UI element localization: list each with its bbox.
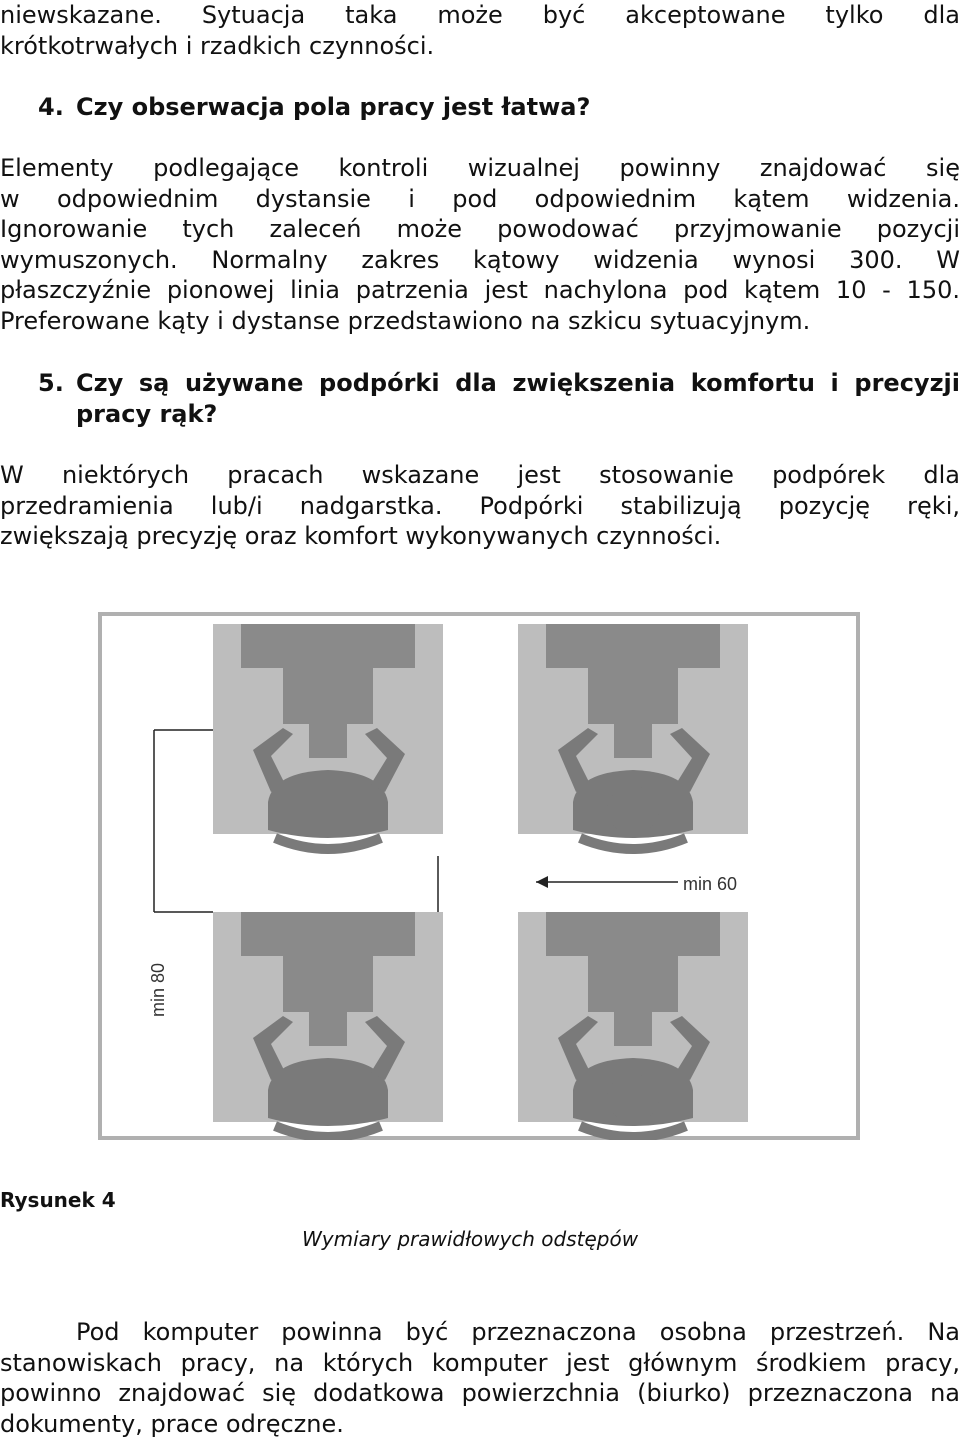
closing-paragraph bbox=[0, 1317, 960, 1439]
workstation-top-left bbox=[213, 624, 443, 849]
closing-line-1: Pod komputer powinna być przeznaczona osobna przestrzeń. Na bbox=[76, 1318, 960, 1346]
s4-line-4: wymuszonych. Normalny zakres kątowy widzenia wynosi 300. W bbox=[0, 245, 960, 274]
section-4-heading bbox=[38, 92, 590, 123]
s4-line-1: Elementy podlegające kontroli wizualnej powinny znajdować się bbox=[0, 154, 960, 182]
section-5-number: 5. bbox=[38, 369, 64, 397]
section-4-paragraph bbox=[0, 153, 960, 336]
s4-line-5: płaszczyźnie pionowej linia patrzenia jest nachylona pod kątem 10 - 150. bbox=[0, 276, 960, 304]
workstation-bottom-left bbox=[213, 912, 443, 1137]
workstation-bottom-right bbox=[518, 912, 748, 1137]
intro-line-1: niewskazane. Sytuacja taka może być akceptowane tylko dla bbox=[0, 1, 960, 29]
s4-line-6: Preferowane kąty i dystanse przedstawiono na szkicu sytuacyjnym. bbox=[0, 306, 811, 335]
s4-line-3: Ignorowanie tych zaleceń może powodować przyjmowanie pozycji bbox=[0, 215, 960, 243]
section-4-number: 4. bbox=[38, 93, 64, 121]
workstation-top-right bbox=[518, 624, 748, 849]
section-5-heading bbox=[38, 368, 960, 429]
figure-caption: Wymiary prawidłowych odstępów bbox=[302, 1227, 639, 1251]
section-5-paragraph bbox=[0, 460, 960, 552]
min60-label: min 60 bbox=[683, 874, 738, 894]
s5-line-1: W niektórych pracach wskazane jest stosowanie podpórek dla bbox=[0, 461, 960, 489]
closing-line-4: dokumenty, prace odręczne. bbox=[0, 1409, 344, 1438]
s5-line-2: przedramienia lub/i nadgarstka. Podpórki stabilizują pozycję ręki, bbox=[0, 491, 960, 520]
workstation-layout-figure bbox=[98, 612, 860, 1140]
intro-line-2: krótkotrwałych i rzadkich czynności. bbox=[0, 31, 435, 60]
closing-line-3: powinno znajdować się dodatkowa powierzchnia (biurko) przeznaczona na bbox=[0, 1379, 960, 1407]
s4-line-2: w odpowiednim dystansie i pod odpowiednim kątem widzenia. bbox=[0, 184, 960, 213]
section-4-title: Czy obserwacja pola pracy jest łatwa? bbox=[76, 93, 591, 121]
figure-label: Rysunek 4 bbox=[0, 1188, 116, 1212]
intro-paragraph bbox=[0, 0, 960, 61]
section-5-title-line-1: Czy są używane podpórki dla zwiększenia komfortu i precyzji bbox=[76, 369, 960, 397]
min80-label: min 80 bbox=[148, 962, 168, 1017]
section-5-title-line-2: pracy rąk? bbox=[76, 399, 218, 428]
closing-line-2: stanowiskach pracy, na których komputer jest głównym środkiem pracy, bbox=[0, 1348, 960, 1377]
s5-line-3: zwiększają precyzję oraz komfort wykonywanych czynności. bbox=[0, 522, 722, 550]
